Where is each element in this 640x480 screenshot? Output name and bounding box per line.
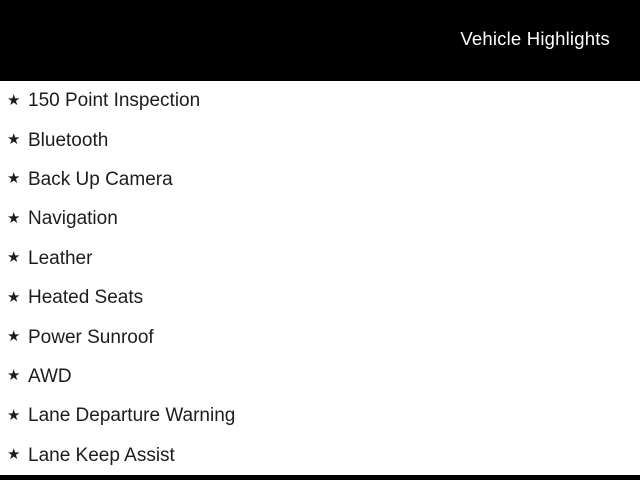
highlight-item xyxy=(0,317,640,356)
highlight-label: Navigation xyxy=(28,208,118,230)
star-icon: ★ xyxy=(7,209,21,227)
star-icon: ★ xyxy=(7,131,21,149)
highlight-item xyxy=(0,120,640,159)
star-icon: ★ xyxy=(7,446,21,464)
highlight-label: Lane Departure Warning xyxy=(28,405,236,427)
highlight-label: 150 Point Inspection xyxy=(28,90,201,112)
highlight-item xyxy=(0,199,640,238)
highlight-item xyxy=(0,81,640,120)
highlight-item xyxy=(0,278,640,317)
highlight-label: AWD xyxy=(28,365,72,387)
highlight-label: Back Up Camera xyxy=(28,168,173,190)
highlight-label: Power Sunroof xyxy=(28,326,154,348)
highlights-list xyxy=(0,81,640,475)
page-title: Vehicle Highlights xyxy=(460,27,610,49)
star-icon: ★ xyxy=(7,367,21,385)
star-icon: ★ xyxy=(7,91,21,109)
star-icon: ★ xyxy=(7,328,21,346)
highlight-item xyxy=(0,396,640,435)
highlight-label: Heated Seats xyxy=(28,287,144,309)
highlight-item xyxy=(0,436,640,475)
highlight-label: Lane Keep Assist xyxy=(28,444,175,466)
star-icon: ★ xyxy=(7,288,21,306)
star-icon: ★ xyxy=(7,406,21,424)
highlight-item xyxy=(0,357,640,396)
header-bar xyxy=(0,0,640,81)
star-icon: ★ xyxy=(7,249,21,267)
highlight-label: Bluetooth xyxy=(28,129,109,151)
footer-bar xyxy=(0,475,640,480)
star-icon: ★ xyxy=(7,170,21,188)
highlight-item xyxy=(0,160,640,199)
highlight-label: Leather xyxy=(28,247,93,269)
highlight-item xyxy=(0,239,640,278)
